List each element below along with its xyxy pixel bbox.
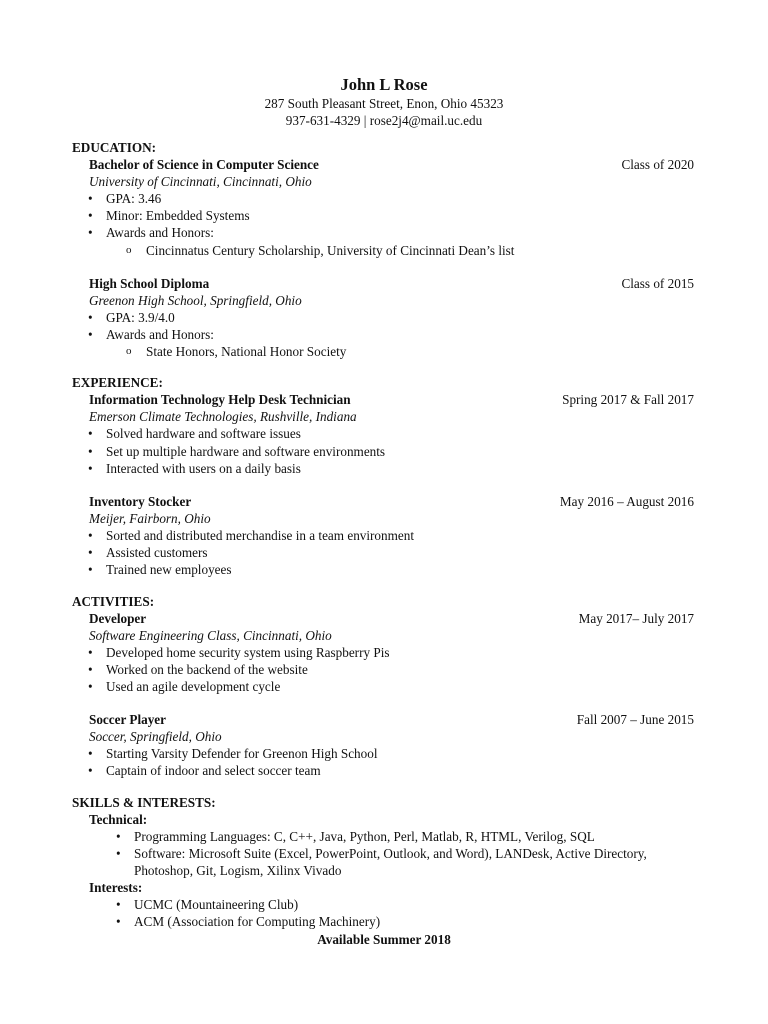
- entry-title: Soccer Player: [89, 712, 167, 728]
- list-item: • Solved hardware and software issues: [72, 425, 694, 442]
- contact-line: 937-631-4329 | rose2j4@mail.uc.edu: [285, 113, 483, 128]
- candidate-name: John L Rose: [340, 75, 428, 94]
- activity-entry-developer: [89, 610, 694, 644]
- entry-date: Fall 2007 – June 2015: [576, 712, 694, 728]
- availability-note: Available Summer 2018: [317, 931, 451, 947]
- bullet-list: [72, 425, 694, 477]
- education-entry-bachelor: [89, 156, 694, 190]
- activities-heading: ACTIVITIES:: [72, 593, 155, 609]
- resume-body: [72, 139, 694, 948]
- education-entry-highschool: [89, 275, 694, 309]
- entry-subtitle: Emerson Climate Technologies, Rushville, Indiana: [89, 409, 357, 425]
- entry-title: High School Diploma: [89, 275, 210, 291]
- entry-subtitle: Soccer, Springfield, Ohio: [89, 729, 222, 745]
- list-item: • Awards and Honors:: [72, 224, 694, 241]
- technical-skills-list: [72, 828, 694, 880]
- sub-bullet-list: [72, 343, 694, 360]
- resume-header: [0, 75, 768, 129]
- entry-title: Inventory Stocker: [89, 494, 192, 510]
- list-item: • Sorted and distributed merchandise in a team environment: [72, 527, 694, 544]
- entry-subtitle: Meijer, Fairborn, Ohio: [89, 511, 211, 527]
- entry-subtitle: Software Engineering Class, Cincinnati, Ohio: [89, 627, 332, 643]
- entry-subtitle: Greenon High School, Springfield, Ohio: [89, 292, 302, 308]
- experience-entry-helpdesk: [89, 391, 694, 425]
- entry-title: Developer: [89, 610, 147, 626]
- list-item: • Captain of indoor and select soccer team: [72, 762, 694, 779]
- experience-heading: EXPERIENCE:: [72, 375, 163, 391]
- bullet-list: [72, 190, 694, 242]
- entry-date: Class of 2020: [621, 157, 694, 172]
- list-item: • Set up multiple hardware and software environments: [72, 443, 694, 460]
- list-item: o State Honors, National Honor Society: [72, 343, 694, 360]
- entry-subtitle: University of Cincinnati, Cincinnati, Ohio: [89, 174, 312, 189]
- interests-list: [72, 896, 694, 930]
- list-item: • Software: Microsoft Suite (Excel, PowerPoint, Outlook, and Word), LANDesk, Active Directory, Photoshop, Git, Logism, Xilinx Vivado: [72, 845, 694, 879]
- list-item: • ACM (Association for Computing Machinery): [72, 913, 694, 930]
- bullet-list: [72, 527, 694, 579]
- list-item: • Minor: Embedded Systems: [72, 207, 694, 224]
- activity-entry-soccer: [89, 711, 694, 745]
- entry-date: May 2016 – August 2016: [559, 494, 694, 510]
- list-item: • Developed home security system using Raspberry Pis: [72, 644, 694, 661]
- education-heading: EDUCATION:: [72, 140, 157, 155]
- entry-title: Information Technology Help Desk Technician: [89, 392, 351, 408]
- list-item: • Programming Languages: C, C++, Java, Python, Perl, Matlab, R, HTML, Verilog, SQL: [72, 828, 694, 845]
- technical-label: Technical:: [89, 811, 148, 827]
- list-item: • Interacted with users on a daily basis: [72, 460, 694, 477]
- list-item: • Used an agile development cycle: [72, 678, 694, 695]
- list-item: • Awards and Honors:: [72, 326, 694, 343]
- list-item: • UCMC (Mountaineering Club): [72, 896, 694, 913]
- list-item: • Assisted customers: [72, 544, 694, 561]
- list-item: • Starting Varsity Defender for Greenon High School: [72, 745, 694, 762]
- bullet-list: [72, 644, 694, 696]
- address-line: 287 South Pleasant Street, Enon, Ohio 45323: [264, 96, 504, 111]
- bullet-list: [72, 745, 694, 779]
- list-item: o Cincinnatus Century Scholarship, University of Cincinnati Dean’s list: [72, 242, 694, 259]
- entry-date: May 2017– July 2017: [578, 610, 694, 626]
- entry-date: Class of 2015: [621, 275, 694, 291]
- sub-bullet-list: [72, 242, 694, 259]
- list-item: • GPA: 3.46: [72, 190, 694, 207]
- interests-label: Interests:: [89, 880, 143, 896]
- list-item: • GPA: 3.9/4.0: [72, 309, 694, 326]
- bullet-list: [72, 309, 694, 343]
- experience-entry-stocker: [89, 493, 694, 527]
- entry-date: Spring 2017 & Fall 2017: [562, 392, 694, 408]
- list-item: • Worked on the backend of the website: [72, 661, 694, 678]
- skills-heading: SKILLS & INTERESTS:: [72, 794, 216, 810]
- entry-title: Bachelor of Science in Computer Science: [89, 157, 319, 172]
- list-item: • Trained new employees: [72, 561, 694, 578]
